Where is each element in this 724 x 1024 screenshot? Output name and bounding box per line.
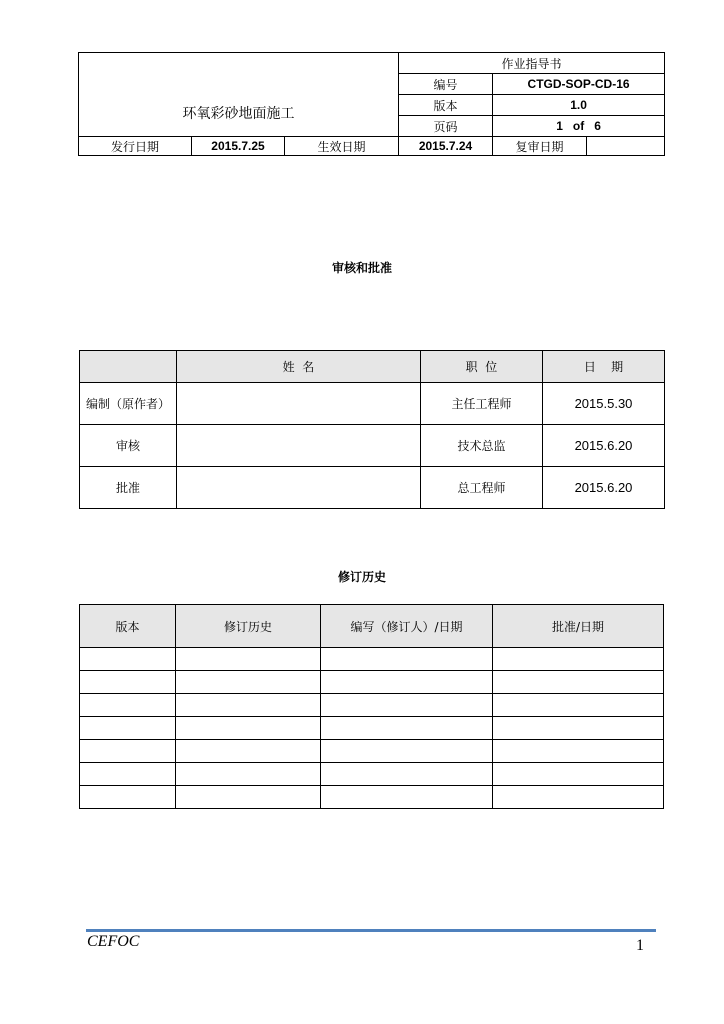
approval-position: 技术总监 [421, 425, 543, 467]
approval-position: 主任工程师 [421, 383, 543, 425]
revision-table [79, 604, 664, 809]
revision-cell [176, 694, 321, 717]
document-header-table [78, 52, 665, 156]
document-title: 环氧彩砂地面施工 [79, 53, 399, 137]
revision-col-author-date: 编写（修订人）/日期 [321, 605, 493, 648]
revision-cell [321, 786, 493, 809]
issue-date-value: 2015.7.25 [192, 137, 285, 156]
revision-cell [80, 717, 176, 740]
revision-cell [80, 763, 176, 786]
table-row [80, 648, 664, 671]
approval-name [177, 467, 421, 509]
table-row [80, 763, 664, 786]
footer-brand: CEFOC [87, 933, 140, 950]
table-row [80, 694, 664, 717]
approval-position: 总工程师 [421, 467, 543, 509]
revision-col-version: 版本 [80, 605, 176, 648]
approval-col-date: 日 期 [543, 351, 665, 383]
revision-cell [321, 717, 493, 740]
approval-col-name: 姓 名 [177, 351, 421, 383]
approval-date: 2015.6.20 [543, 425, 665, 467]
revision-cell [493, 648, 664, 671]
issue-date-label: 发行日期 [79, 137, 192, 156]
approval-col-position: 职 位 [421, 351, 543, 383]
effective-date-label: 生效日期 [285, 137, 399, 156]
revision-col-approval-date: 批准/日期 [493, 605, 664, 648]
revision-cell [493, 786, 664, 809]
approval-header-row [80, 351, 665, 383]
revision-cell [493, 694, 664, 717]
approval-col-role [80, 351, 177, 383]
approval-name [177, 425, 421, 467]
revision-cell [321, 763, 493, 786]
code-value: CTGD-SOP-CD-16 [493, 74, 665, 95]
review-date-label: 复审日期 [493, 137, 587, 156]
revision-cell [176, 740, 321, 763]
approval-name [177, 383, 421, 425]
approval-date: 2015.5.30 [543, 383, 665, 425]
revision-rows [80, 648, 664, 809]
revision-cell [321, 694, 493, 717]
approval-date: 2015.6.20 [543, 467, 665, 509]
revision-cell [176, 717, 321, 740]
revision-cell [321, 671, 493, 694]
footer-divider [86, 929, 656, 932]
revision-cell [80, 740, 176, 763]
table-row [80, 786, 664, 809]
table-row [80, 467, 665, 509]
revision-header-row [80, 605, 664, 648]
revision-cell [321, 648, 493, 671]
approval-role: 编制（原作者） [80, 383, 177, 425]
table-row [80, 717, 664, 740]
revision-col-history: 修订历史 [176, 605, 321, 648]
effective-date-value: 2015.7.24 [399, 137, 493, 156]
revision-cell [321, 740, 493, 763]
revision-cell [80, 786, 176, 809]
version-value: 1.0 [493, 95, 665, 116]
revision-cell [80, 648, 176, 671]
table-row [80, 671, 664, 694]
revision-cell [176, 671, 321, 694]
version-label: 版本 [399, 95, 493, 116]
revision-cell [176, 648, 321, 671]
revision-cell [80, 694, 176, 717]
page-value: 1 of 6 [493, 116, 665, 137]
review-date-value [587, 137, 665, 156]
code-label: 编号 [399, 74, 493, 95]
approval-heading: 审核和批准 [331, 261, 392, 275]
revision-cell [176, 786, 321, 809]
revision-cell [493, 671, 664, 694]
revision-cell [493, 740, 664, 763]
approval-table [79, 350, 665, 509]
revision-cell [493, 717, 664, 740]
table-row [80, 740, 664, 763]
footer-page-number: 1 [636, 937, 644, 954]
table-row [80, 425, 665, 467]
approval-role: 批准 [80, 467, 177, 509]
document-type: 作业指导书 [399, 53, 665, 74]
revision-cell [80, 671, 176, 694]
table-row [80, 383, 665, 425]
page-label: 页码 [399, 116, 493, 137]
revision-heading: 修订历史 [337, 570, 386, 584]
revision-cell [493, 763, 664, 786]
revision-cell [176, 763, 321, 786]
approval-role: 审核 [80, 425, 177, 467]
